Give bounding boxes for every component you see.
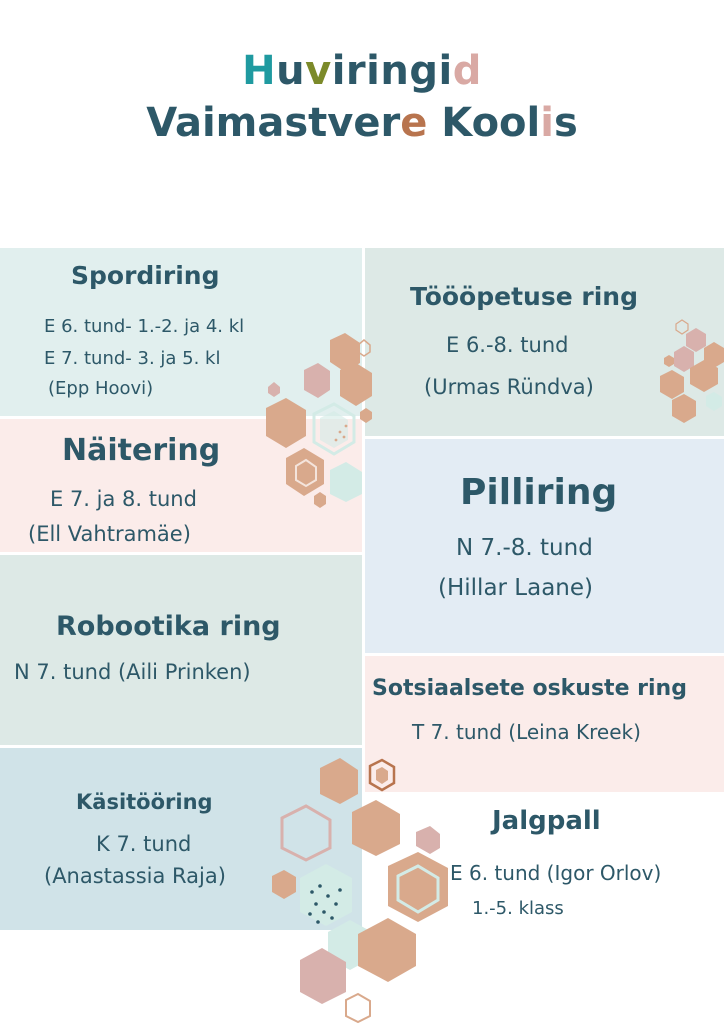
club-name-tooopetus: Töööpetuse ring (410, 282, 638, 311)
club-time-robootika: N 7. tund (Aili Prinken) (14, 660, 251, 684)
title-line-1-part: v (305, 48, 332, 94)
club-leader-tooopetus: (Urmas Ründva) (424, 375, 594, 399)
club-time-spordiring-1: E 6. tund- 1.-2. ja 4. kl (44, 316, 245, 337)
title-line-1-part: g (409, 48, 439, 94)
club-name-naitering: Näitering (62, 433, 221, 468)
title-line-1-part: u (276, 48, 306, 94)
club-time-kasitoo: K 7. tund (96, 832, 192, 856)
club-time-jalgpall: E 6. tund (Igor Orlov) (450, 861, 662, 885)
club-name-robootika: Robootika ring (56, 611, 281, 642)
title-line-1-part: d (452, 48, 482, 94)
club-time-spordiring-2: E 7. tund- 3. ja 5. kl (44, 348, 221, 369)
title-line-2-part: r (380, 100, 401, 146)
club-name-sotsiaalsed: Sotsiaalsete oskuste ring (372, 676, 687, 701)
title-line-1-part: i (366, 48, 381, 94)
club-name-jalgpall: Jalgpall (492, 806, 601, 836)
title-line-1-part: i (438, 48, 453, 94)
title-line-1 (0, 48, 724, 94)
club-leader-pilliring: (Hillar Laane) (438, 575, 594, 601)
title-line-2-part: l (526, 100, 541, 146)
title-line-2-part: Vaimastv (146, 100, 354, 146)
club-time-naitering: E 7. ja 8. tund (50, 487, 197, 511)
title-line-2-part: i (540, 100, 554, 146)
title-line-1-part: i (331, 48, 346, 94)
title-line-1-part: r (345, 48, 367, 94)
club-leader-spordiring: (Epp Hoovi) (48, 378, 154, 399)
title-line-2-part: s (553, 100, 578, 146)
title-line-1-part: H (242, 48, 277, 94)
club-name-spordiring: Spordiring (71, 261, 220, 290)
panel-robootika (0, 555, 362, 745)
club-time-pilliring: N 7.-8. tund (456, 535, 593, 561)
title-line-2-part: Koo (427, 100, 527, 146)
title-line-2-part: e (353, 100, 381, 146)
club-name-kasitoo: Käsitööring (76, 790, 213, 814)
club-time-tooopetus: E 6.-8. tund (446, 333, 569, 357)
club-time-sotsiaalsed: T 7. tund (Leina Kreek) (412, 720, 641, 744)
title-line-2 (0, 100, 724, 146)
club-grades-jalgpall: 1.-5. klass (472, 898, 564, 919)
club-leader-naitering: (Ell Vahtramäe) (28, 522, 191, 546)
title-line-1-part: n (380, 48, 410, 94)
club-name-pilliring: Pilliring (460, 472, 618, 513)
club-leader-kasitoo: (Anastassia Raja) (44, 864, 226, 888)
title-line-2-part: e (400, 100, 428, 146)
